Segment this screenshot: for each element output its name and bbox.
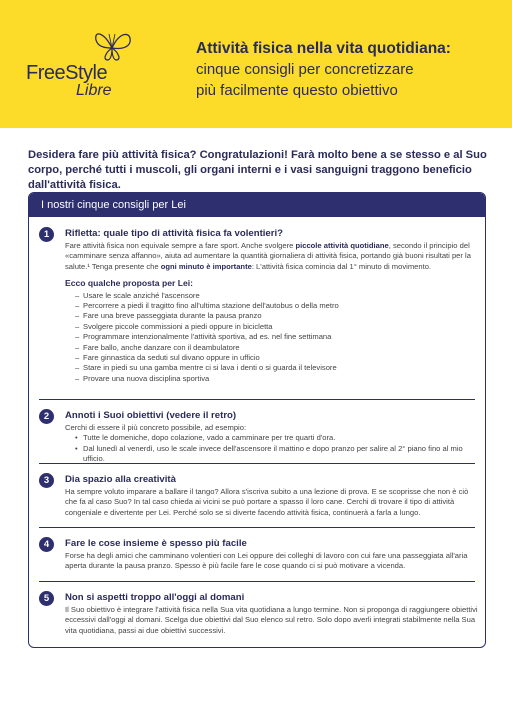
divider [39,399,475,400]
list-item: – Fare ballo, anche danzare con il deambulatore [75,343,481,353]
tip-body [65,241,481,384]
tip-text: : L'attività fisica comincia dal 1° minuto di movimento. [251,261,432,271]
tip-body: Forse ha degli amici che camminano volentieri con Lei oppure dei colleghi di lavoro con cui fare una passeggiata all'aria aperta durante la pausa pranzo. Spesso è più facile fare le cose quando ci si può motivare a vicenda. [65,551,468,571]
list-item: – Fare una breve passeggiata durante la pausa pranzo [75,311,481,321]
butterfly-icon [92,28,134,64]
proposals-list [65,291,481,385]
tip-emphasis: piccole attività quotidiane [295,241,389,250]
list-item: – Usare le scale anziché l'ascensore [75,291,481,301]
tip-title: Fare le cose insieme è spesso più facile [65,538,247,549]
tip-number: 2 [39,409,54,424]
list-item: • Dal lunedì al venerdì, uso le scale invece dell'ascensore il mattino e dopo pranzo per salire al 2° piano fino al mio ufficio. [75,444,481,465]
tip-number: 1 [39,227,54,242]
divider [39,581,475,582]
tip-body [65,423,481,465]
tips-box-title: I nostri cinque consigli per Lei [29,193,485,217]
tip-text: , secondo il principio del «camminare senza affanno», aiuta ad aumentare la quantità giornaliera di attività fisica, portando già buoni risultati per la salute.¹ Tenga presente che [65,241,471,271]
list-item: – Stare in piedi su una gamba mentre ci si lava i denti o si guarda il televisore [75,363,481,373]
proposals-heading: Ecco qualche proposta per Lei: [65,278,193,289]
divider [39,527,475,528]
brand-name: FreeStyle [26,62,108,84]
tip-title: Non si aspetti troppo all'oggi al domani [65,592,245,603]
goals-examples-list [65,433,481,464]
list-item: – Percorrere a piedi il tragitto fino all'ultima stazione dell'autobus o della metro [75,301,481,311]
tip-number: 5 [39,591,54,606]
list-item: – Provare una nuova disciplina sportiva [75,374,481,384]
list-item: – Programmare intenzionalmente l'attività sportiva, ad es. nel fine settimana [75,332,481,342]
divider [39,463,475,464]
tip-text: Fare attività fisica non equivale sempre a fare sport. Anche svolgere [65,241,296,250]
list-item: – Svolgere piccole commissioni a piedi oppure in bicicletta [75,322,481,332]
tip-body: Ha sempre voluto imparare a ballare il tango? Allora s'iscriva subito a una lezione di prova. E se scoprisse che non è ciò che fa al caso Suo? In tal caso chieda ai vicini se può portare a spasso il loro cane. Cerchi di trovare il tipo di attività congeniale e divertente per Lei. Perché solo se si diverte facendo attività fisica, continuerà a farla a lungo. [65,487,469,517]
tip-number: 3 [39,473,54,488]
tip-title: Annoti i Suoi obiettivi (vedere il retro) [65,410,237,421]
header-banner [0,0,512,128]
tip-text: Cerchi di essere il più concreto possibile, ad esempio: [65,423,247,432]
tip-body: Il Suo obiettivo è integrare l'attività fisica nella Sua vita quotidiana a lungo termine. Non si proponga di raggiungere obiettivi eccessivi dall'oggi al domani. Scelga due obiettivi dal Suo elenco sul retro. Solo dopo averli integrati stabilmente nella Sua vita quotidiana, passi ai due obiettivi successivi. [65,605,478,635]
tip-emphasis: ogni minuto è importante [160,261,252,271]
tip-number: 4 [39,537,54,552]
page-subtitle-line2: più facilmente questo obiettivo [196,82,398,99]
tip-title: Rifletta: quale tipo di attività fisica fa volentieri? [65,228,284,239]
list-item: – Fare ginnastica da seduti sul divano oppure in ufficio [75,353,481,363]
list-item: • Tutte le domeniche, dopo colazione, vado a camminare per tre quarti d'ora. [75,433,481,443]
brand-product: Libre [76,82,112,99]
intro-text: Desidera fare più attività fisica? Congratulazioni! Farà molto bene a se stesso e al Suo corpo, perché tutti i muscoli, gli organi interni e i vasi sanguigni traggono beneficio dall'attività fisica. [28,149,487,191]
page-subtitle-line1: cinque consigli per concretizzare [196,61,414,78]
tips-box [28,192,486,648]
page-title: Attività fisica nella vita quotidiana: [196,40,451,57]
tip-title: Dia spazio alla creatività [65,474,176,485]
